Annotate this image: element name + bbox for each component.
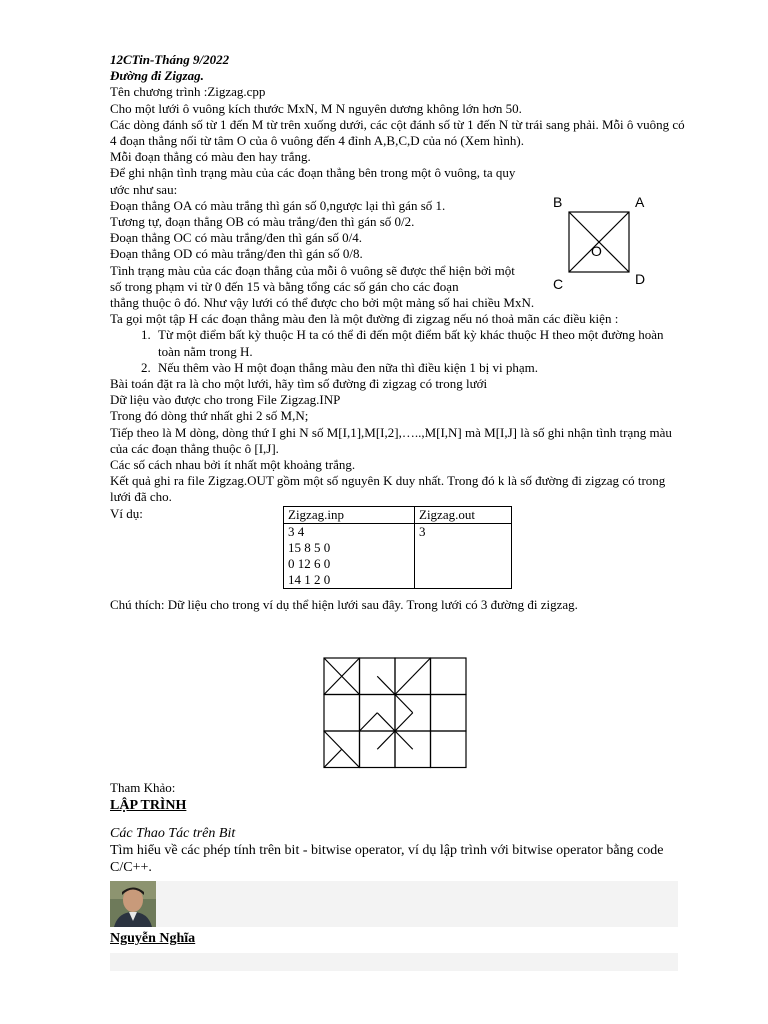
black-segment — [324, 658, 342, 676]
section-title-link[interactable]: LẬP TRÌNH — [110, 798, 187, 813]
zigzag-definition: Ta gọi một tập H các đoạn thẳng màu đen là một đường đi zigzag nếu nó thoả mãn các điều kiện : — [110, 311, 619, 327]
condition-list — [110, 327, 685, 376]
problem-title: Đường đi Zigzag. — [110, 68, 204, 84]
rule-ob: Tương tự, đoạn thẳng OB có màu trắng/đen thì gán số 0/2. — [110, 214, 415, 230]
class-date: 12CTin-Tháng 9/2022 — [110, 52, 230, 67]
inp-line: 15 8 5 0 — [288, 539, 331, 555]
article-title-link[interactable]: Các Thao Tác trên Bit — [110, 826, 236, 841]
reference-label: Tham Khảo: — [110, 780, 176, 795]
rule-oa: Đoạn thẳng OA có màu trắng thì gán số 0,ngược lại thì gán số 1. — [110, 197, 446, 213]
black-segment — [342, 658, 360, 676]
example-table — [283, 506, 512, 589]
cell-diagram — [548, 192, 658, 292]
black-segment — [342, 676, 360, 694]
black-segment — [413, 658, 431, 676]
array-description: thẳng thuộc ô đó. Như vậy lưới có thể được cho bởi một mảng số hai chiều MxN. — [110, 295, 535, 311]
black-segment — [377, 713, 395, 731]
inp-header: Zigzag.inp — [284, 506, 415, 523]
black-segment — [360, 713, 378, 731]
black-segment — [324, 749, 342, 767]
label-o: O — [591, 243, 602, 259]
reference-section — [110, 780, 685, 876]
document-content — [110, 52, 685, 613]
condition-1: 1. Từ một điểm bất kỳ thuộc H ta có thể đi đến một điểm bất kỳ khác thuộc H theo một đường hoàn toàn nằm trong H. — [154, 327, 685, 359]
rule-oc: Đoạn thẳng OC có màu trắng/đen thì gán số 0/4. — [110, 230, 363, 246]
example-note: Chú thích: Dữ liệu cho trong ví dụ thể hiện lưới sau đây. Trong lưới có 3 đường đi zigzag. — [110, 596, 578, 612]
post-card-background — [110, 881, 678, 927]
program-name: Tên chương trình :Zigzag.cpp — [110, 84, 266, 100]
label-d: D — [635, 271, 646, 287]
label-c: C — [553, 276, 564, 292]
out-header: Zigzag.out — [415, 506, 512, 523]
black-segment — [377, 676, 395, 694]
task-statement: Bài toán đặt ra là cho một lưới, hãy tìm số đường đi zigzag có trong lưới — [110, 376, 488, 392]
example-grid — [322, 656, 468, 770]
inp-content — [284, 523, 415, 588]
black-segment — [324, 731, 342, 749]
grid-cell — [431, 731, 467, 768]
output-description: Kết quả ghi ra file Zigzag.OUT gồm một số nguyên K duy nhất. Trong đó k là số đường đi zigzag có trong lưới đã cho. — [110, 473, 666, 505]
input-file: Dữ liệu vào được cho trong File Zigzag.INP — [110, 392, 341, 408]
grid-description: Cho một lưới ô vuông kích thước MxN, M N nguyên dương không lớn hơn 50. — [110, 100, 522, 116]
black-segment — [342, 749, 360, 767]
rule-od: Đoạn thẳng OD có màu trắng/đen thì gán số 0/8. — [110, 246, 363, 262]
inp-line: 14 1 2 0 — [288, 571, 331, 587]
cell-value-description: Tình trạng màu của các đoạn thẳng của mỗi ô vuông sẽ được thể hiện bởi một số trong phạm vi từ 0 đến 15 và bằng tổng các số gán cho các đoạn — [110, 262, 515, 294]
post-card-footer — [110, 953, 678, 971]
condition-2: 2. Nếu thêm vào H một đoạn thẳng màu đen nữa thì điều kiện 1 bị vi phạm. — [154, 360, 685, 376]
numbering-description: Các dòng đánh số từ 1 đến M từ trên xuống dưới, các cột đánh số từ 1 đến N từ trái sang phải. Mỗi ô vuông có 4 đoạn thẳng nối từ tâm O của ô vuông đến 4 đỉnh A,B,C,D của nó (Xem hình). — [110, 116, 685, 149]
black-segment — [395, 731, 413, 749]
black-segment — [324, 676, 342, 694]
input-next-lines: Tiếp theo là M dòng, dòng thứ I ghi N số M[I,1],M[I,2],…..,M[I,N] mà M[I,J] là số ghi nhận tình trạng màu của các đoạn thẳng thuộc ô [I,J]. — [110, 424, 672, 456]
black-segment — [377, 731, 395, 749]
avatar[interactable] — [110, 881, 156, 927]
inp-line: 3 4 — [288, 523, 305, 539]
out-content: 3 — [415, 523, 512, 588]
grid-cell — [324, 695, 360, 732]
black-segment — [395, 695, 413, 713]
label-a: A — [635, 194, 645, 210]
black-segment — [395, 676, 413, 694]
black-segment — [395, 713, 413, 731]
article-text: Tìm hiểu về các phép tính trên bit - bitwise operator, ví dụ lập trình với bitwise operator bằng code C/C++. — [110, 843, 664, 875]
separator-note: Các số cách nhau bởi ít nhất một khoảng trắng. — [110, 457, 356, 473]
input-first-line: Trong đó dòng thứ nhất ghi 2 số M,N; — [110, 408, 309, 424]
grid-cell — [431, 658, 467, 695]
segment-color-note: Mỗi đoạn thẳng có màu đen hay trắng. — [110, 149, 311, 165]
author-name-link[interactable]: Nguyễn Nghĩa — [110, 931, 196, 946]
label-b: B — [553, 194, 563, 210]
inp-line: 0 12 6 0 — [288, 555, 331, 571]
example-label: Ví dụ: — [110, 505, 143, 521]
grid-cell — [431, 695, 467, 732]
convention-intro: Để ghi nhận tình trạng màu của các đoạn thẳng bên trong một ô vuông, ta quy ước như sau: — [110, 165, 516, 197]
